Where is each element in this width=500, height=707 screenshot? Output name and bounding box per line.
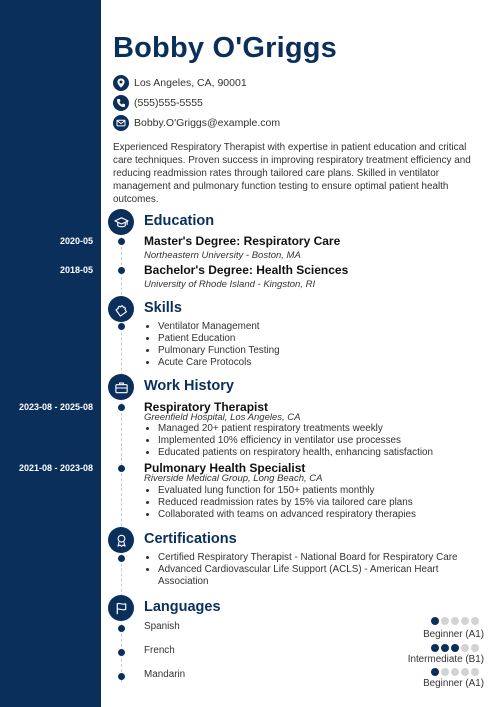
job-bullet: • Implemented 10% efficiency in ventilator use processes	[158, 435, 433, 447]
rating-dot-empty	[471, 668, 479, 676]
language-name: French	[144, 645, 175, 656]
flag-icon	[108, 595, 134, 621]
rating-dot-empty	[461, 668, 469, 676]
language-level: Beginner (A1)	[423, 678, 484, 689]
education-heading: Education	[144, 213, 215, 229]
rating-dot-filled	[441, 644, 449, 652]
rating-dot-empty	[441, 617, 449, 625]
timeline-dot	[118, 267, 125, 274]
certifications-heading: Certifications	[144, 531, 237, 547]
job-title: Pulmonary Health Specialist	[144, 461, 306, 475]
rating-dot-empty	[441, 668, 449, 676]
puzzle-icon	[108, 296, 134, 322]
language-name: Mandarin	[144, 669, 186, 680]
rating-dot-filled	[451, 644, 459, 652]
timeline-dot	[118, 238, 125, 245]
language-level: Beginner (A1)	[423, 629, 484, 640]
phone-icon	[113, 95, 129, 111]
rating-dot-filled	[431, 668, 439, 676]
job-bullets	[146, 485, 416, 521]
rating-dot-empty	[471, 644, 479, 652]
rating-dot-empty	[451, 668, 459, 676]
timeline-dot	[118, 625, 125, 632]
certification-item: • Certified Respiratory Therapist - National Board for Respiratory Care	[158, 552, 478, 564]
skill-item: • Pulmonary Function Testing	[158, 345, 280, 357]
job-bullet: • Reduced readmission rates by 15% via tailored care plans	[158, 497, 416, 509]
education-degree: Bachelor's Degree: Health Sciences	[144, 263, 349, 277]
education-school: University of Rhode Island - Kingston, RI	[144, 279, 316, 290]
award-ribbon-icon	[108, 527, 134, 553]
work-history-heading: Work History	[144, 378, 234, 394]
job-title: Respiratory Therapist	[144, 400, 269, 414]
phone-text: (555)555-5555	[134, 97, 203, 109]
language-level: Intermediate (B1)	[407, 654, 484, 665]
timeline-dot	[118, 465, 125, 472]
professional-summary: Experienced Respiratory Therapist with expertise in patient education and critical care techniques. Proven success in improving respiratory treatment efficiency and reducing readmission rates through tailored care plans. Skilled in ventilator management and pulmonary function testing to ensure optimal patient health outcomes.	[113, 142, 471, 205]
certification-item: • Advanced Cardiovascular Life Support (ACLS) - American Heart Association	[158, 564, 478, 588]
rating-dot-empty	[461, 617, 469, 625]
rating-dot-filled	[431, 644, 439, 652]
job-bullet: • Educated patients on respiratory health, enhancing satisfaction	[158, 447, 433, 459]
job-dates: 2023-08 - 2025-08	[18, 402, 93, 412]
contact-email	[113, 115, 280, 131]
email-text[interactable]: Bobby.O'Griggs@example.com	[134, 117, 281, 129]
education-school: Northeastern University - Boston, MA	[144, 250, 301, 261]
certifications-list	[146, 552, 478, 588]
education-degree: Master's Degree: Respiratory Care	[144, 234, 341, 248]
graduation-cap-icon	[108, 209, 134, 235]
job-dates: 2021-08 - 2023-08	[18, 463, 93, 473]
skills-list	[146, 321, 280, 369]
language-rating	[431, 644, 479, 652]
job-bullet: • Managed 20+ patient respiratory treatments weekly	[158, 423, 433, 435]
briefcase-icon	[108, 374, 134, 400]
location-pin-icon	[113, 75, 129, 91]
timeline-dot	[118, 673, 125, 680]
rating-dot-empty	[451, 617, 459, 625]
sidebar	[0, 0, 101, 707]
contact-location	[113, 75, 247, 91]
envelope-icon	[113, 115, 129, 131]
rating-dot-empty	[461, 644, 469, 652]
job-bullet: • Evaluated lung function for 150+ patients monthly	[158, 485, 416, 497]
language-rating	[431, 617, 479, 625]
timeline-dot	[118, 404, 125, 411]
job-bullet: • Collaborated with teams on advanced respiratory therapies	[158, 509, 416, 521]
timeline-dot	[118, 649, 125, 656]
languages-heading: Languages	[144, 599, 221, 615]
language-rating	[431, 668, 479, 676]
timeline-dot	[118, 323, 125, 330]
skills-heading: Skills	[144, 300, 182, 316]
skill-item: • Ventilator Management	[158, 321, 280, 333]
rating-dot-filled	[431, 617, 439, 625]
candidate-name: Bobby O'Griggs	[113, 32, 337, 64]
language-name: Spanish	[144, 621, 180, 632]
education-date: 2020-05	[59, 236, 93, 246]
timeline-dot	[118, 555, 125, 562]
education-date: 2018-05	[59, 265, 93, 275]
skill-item: • Acute Care Protocols	[158, 357, 280, 369]
rating-dot-empty	[471, 617, 479, 625]
job-bullets	[146, 423, 433, 459]
location-text: Los Angeles, CA, 90001	[134, 77, 247, 89]
job-company: Riverside Medical Group, Long Beach, CA	[144, 473, 323, 484]
contact-phone	[113, 95, 203, 111]
skill-item: • Patient Education	[158, 333, 280, 345]
job-company: Greenfield Hospital, Los Angeles, CA	[144, 412, 301, 423]
